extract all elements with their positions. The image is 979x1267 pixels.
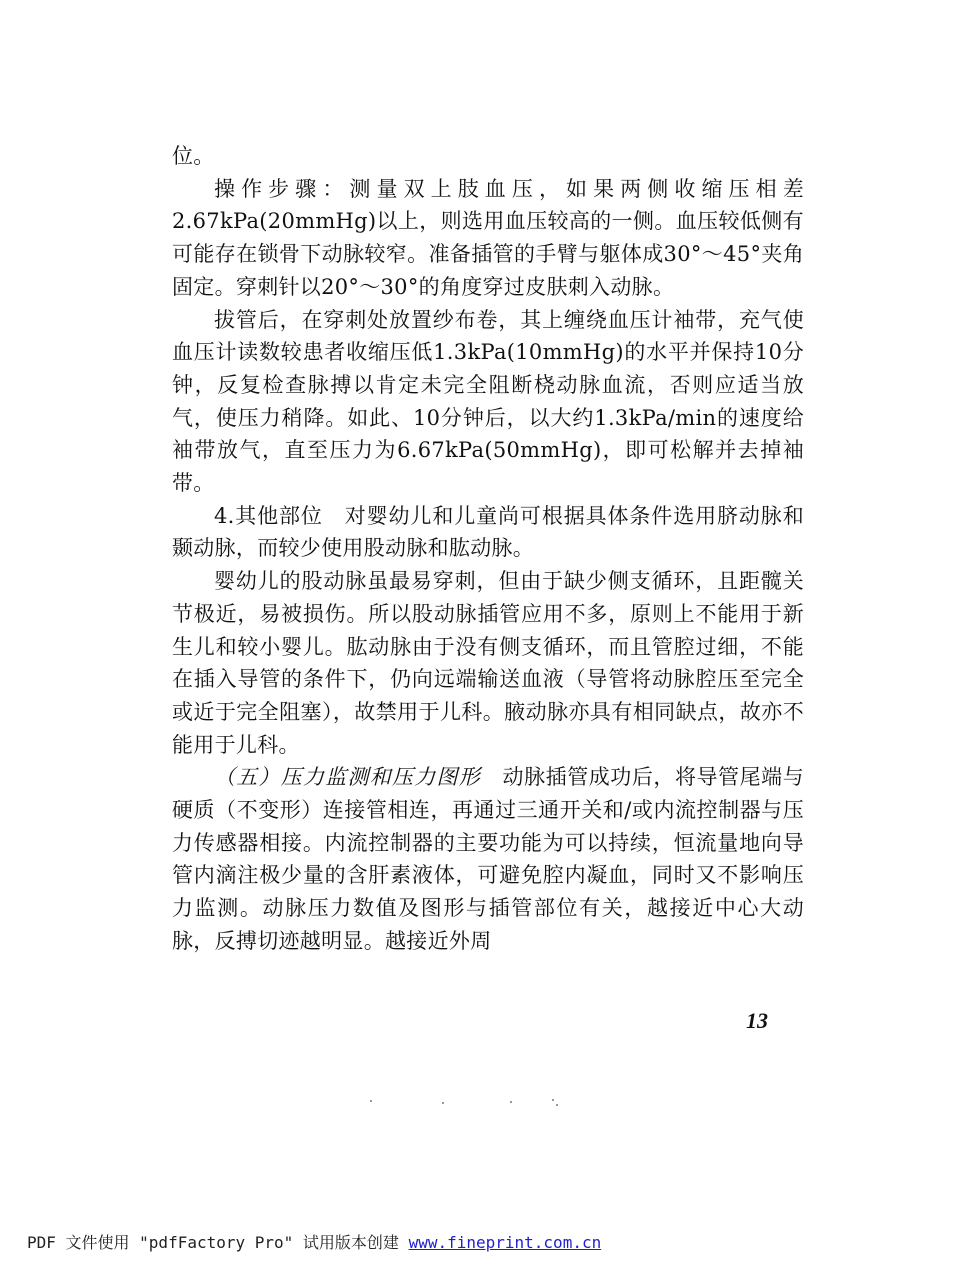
- page-number: 13: [746, 1008, 768, 1033]
- section-heading: （五）压力监测和压力图形: [214, 765, 481, 790]
- paragraph-1: 操作步骤：测量双上肢血压，如果两侧收缩压相差2.67kPa(20mmHg)以上，则选用血压较高的一侧。血压较低侧有可能存在锁骨下动脉较窄。准备插管的手臂与躯体成30°～45°夹角固定。穿刺针以20°～30°的角度穿过皮肤刺入动脉。: [172, 176, 804, 299]
- footer: [27, 1230, 601, 1253]
- body-text: [172, 140, 804, 958]
- paragraph-2: 拔管后，在穿刺处放置纱布卷，其上缠绕血压计袖带，充气使血压计读数较患者收缩压低1.3kPa(10mmHg)的水平并保持10分钟，反复检查脉搏以肯定未完全阻断桡动脉血流，否则应适当放气，使压力稍降。如此、10分钟后，以大约1.3kPa/min的速度给袖带放气，直至压力为6.67kPa(50mmHg)，即可松解并去掉袖带。: [172, 307, 804, 496]
- paragraph-0: 位。: [172, 144, 215, 168]
- paragraph-3: 4.其他部位 对婴幼儿和儿童尚可根据具体条件选用脐动脉和颞动脉，而较少使用股动脉和肱动脉。: [172, 503, 804, 561]
- scan-specks: [360, 1096, 580, 1110]
- section-text: 动脉插管成功后，将导管尾端与硬质（不变形）连接管相连，再通过三通开关和/或内流控制器与压力传感器相接。内流控制器的主要功能为可以持续，恒流量地向导管内滴注极少量的含肝素液体，可避免腔内凝血，同时又不影响压力监测。动脉压力数值及图形与插管部位有关，越接近中心大动脉，反搏切迹越明显。越接近外周: [172, 765, 804, 953]
- footer-text: PDF 文件使用 "pdfFactory Pro" 试用版本创建: [27, 1233, 409, 1252]
- paragraph-4: 婴幼儿的股动脉虽最易穿刺，但由于缺少侧支循环，且距髋关节极近，易被损伤。所以股动脉插管应用不多，原则上不能用于新生儿和较小婴儿。肱动脉由于没有侧支循环，而且管腔过细，不能在插入导管的条件下，仍向远端输送血液（导管将动脉腔压至完全或近于完全阻塞），故禁用于儿科。腋动脉亦具有相同缺点，故亦不能用于儿科。: [172, 569, 804, 757]
- paragraph-5: [172, 761, 804, 957]
- footer-link[interactable]: www.fineprint.com.cn: [408, 1233, 602, 1252]
